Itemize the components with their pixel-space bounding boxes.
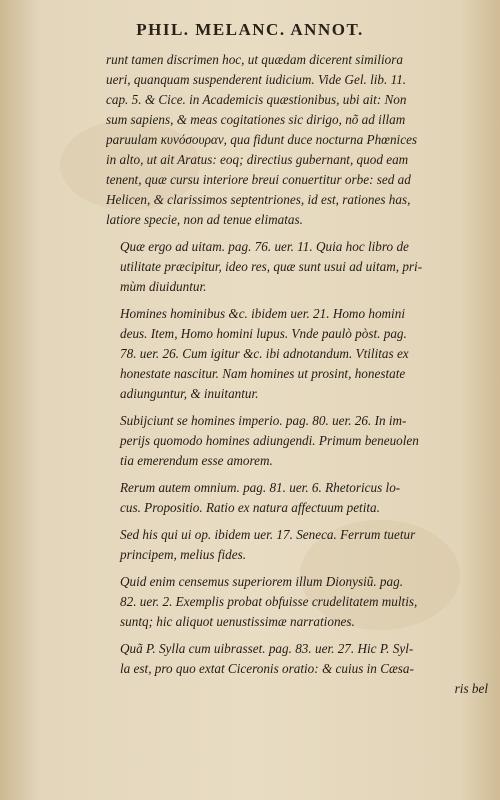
text-line: in alto, ut ait Aratus: eoq; directius gubernant, quod eam	[106, 152, 409, 167]
text-line: Rerum autem omnium. pag. 81. uer. 6. Rhetoricus lo-	[120, 480, 401, 495]
text-line: Helicen, & clarissimos septentriones, id est, rationes has,	[106, 192, 411, 207]
text-line: perijs quomodo homines adiungendi. Primum beneuolen	[120, 433, 419, 448]
text-line: cap. 5. & Cice. in Academicis quæstionibus, ubi ait: Non	[106, 92, 407, 107]
text-line: runt tamen discrimen hoc, ut quædam dicerent similiora	[106, 52, 403, 67]
text-line: honestate nascitur. Nam homines ut prosint, honestate	[120, 366, 406, 381]
text-line: Homines hominibus &c. ibidem uer. 21. Homo homini	[120, 306, 405, 321]
paragraph	[106, 50, 488, 230]
text-line: 78. uer. 26. Cum igitur &c. ibi adnotandum. Vtilitas ex	[120, 346, 409, 361]
text-line: mùm diuiduntur.	[120, 279, 207, 294]
paragraph	[106, 411, 488, 471]
text-line: Quæ ergo ad uitam. pag. 76. uer. 11. Quia hoc libro de	[120, 239, 409, 254]
text-line: tenent, quæ cursu interiore breui conuertitur orbe: sed ad	[106, 172, 411, 187]
text-line: cus. Propositio. Ratio ex natura affectuum petita.	[120, 500, 380, 515]
text-line: suntq; hic aliquot uenustissimæ narrationes.	[120, 614, 355, 629]
text-line: sum sapiens, & meas cogitationes sic dirigo, nõ ad illam	[106, 112, 406, 127]
paragraph	[106, 639, 488, 699]
text-line: Subijciunt se homines imperio. pag. 80. uer. 26. In im-	[120, 413, 407, 428]
text-line: latiore specie, non ad tenue elimatas.	[106, 212, 303, 227]
text-line: 82. uer. 2. Exemplis probat obfuisse crudelitatem multis,	[120, 594, 418, 609]
text-line: ris bel	[454, 681, 488, 696]
paragraph	[106, 478, 488, 518]
text-line: paruulam κυνόσουραν, qua fidunt duce nocturna Phœnices	[106, 132, 418, 147]
paragraph	[106, 525, 488, 565]
text-line: adiunguntur, & inuitantur.	[120, 386, 259, 401]
text-line: Quã P. Sylla cum uibrasset. pag. 83. uer. 27. Hic P. Syl-	[120, 641, 414, 656]
text-line: la est, pro quo extat Ciceronis oratio: & cuius in Cæsa-	[120, 661, 414, 676]
text-line: ueri, quanquam suspenderent iudicium. Vide Gel. lib. 11.	[106, 72, 407, 87]
paragraph	[106, 237, 488, 297]
text-line: principem, melius fides.	[120, 547, 246, 562]
body-text	[106, 50, 488, 706]
paragraph	[106, 304, 488, 404]
running-head: PHIL. MELANC. ANNOT.	[136, 20, 364, 39]
text-line: Quid enim censemus superiorem illum Dionysiũ. pag.	[120, 574, 404, 589]
text-line: deus. Item, Homo homini lupus. Vnde paulò pòst. pag.	[120, 326, 407, 341]
text-line: utilitate præcipitur, ideo res, quæ sunt usui ad uitam, pri-	[120, 259, 423, 274]
text-line: Sed his qui ui op. ibidem uer. 17. Seneca. Ferrum tuetur	[120, 527, 416, 542]
text-line: tia emerendum esse amorem.	[120, 453, 273, 468]
paragraph	[106, 572, 488, 632]
